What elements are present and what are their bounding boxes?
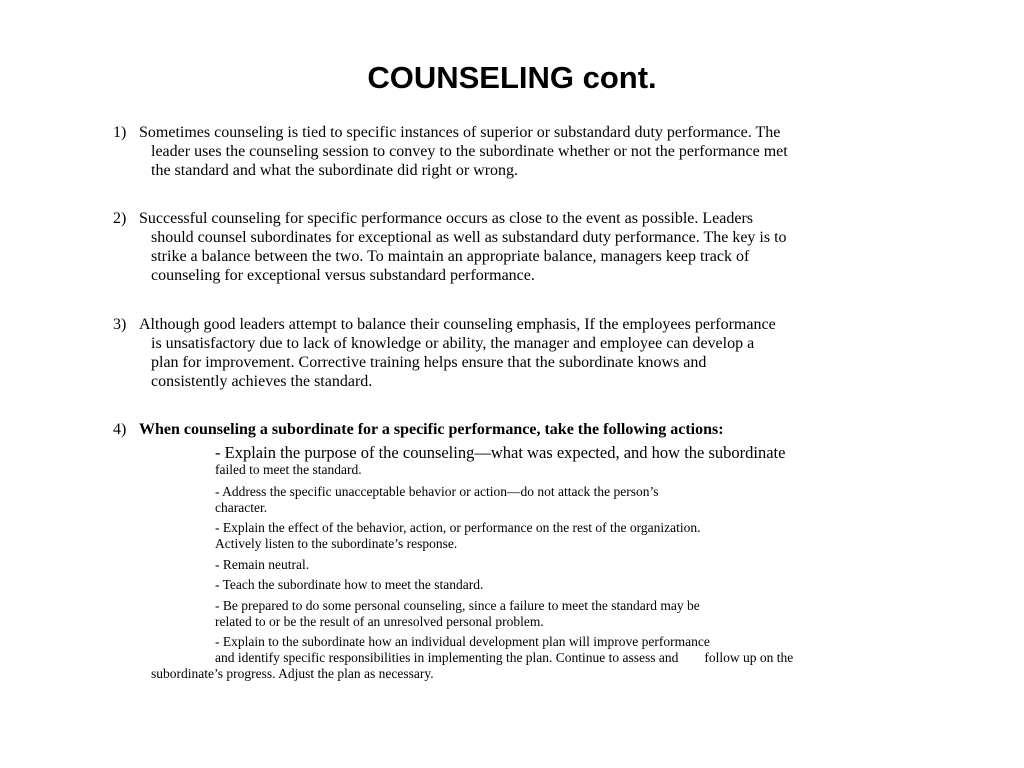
point-number: 4) (113, 421, 127, 438)
point-1-first-line (113, 123, 948, 142)
point-2-first-line (113, 209, 948, 228)
point-text: should counsel subordinates for exceptional as well as substandard duty performance. The key is to (151, 229, 787, 246)
action-item-explain-purpose (215, 443, 955, 478)
point-text: the standard and what the subordinate did right or wrong. (151, 162, 519, 179)
point-text: leader uses the counseling session to convey to the subordinate whether or not the performance met (151, 143, 788, 160)
point-text: consistently achieves the standard. (151, 373, 373, 390)
action-text: failed to meet the standard. (215, 462, 362, 477)
action-text: follow up on the (704, 650, 794, 665)
point-text: counseling for exceptional versus substandard performance. (151, 267, 535, 284)
action-text: Actively listen to the subordinate’s response. (215, 536, 458, 551)
point-4 (113, 420, 948, 439)
action-item-address-behavior (215, 484, 955, 516)
action-text: - Remain neutral. (215, 557, 310, 572)
action-text: and identify specific responsibilities in implementing the plan. Continue to assess and (215, 650, 679, 665)
action-text: - Explain the purpose of the counseling—what was expected, and how the subordinate (215, 443, 786, 462)
action-text: - Address the specific unacceptable behavior or action—do not attack the person’s (215, 484, 659, 499)
action-item-remain-neutral (215, 557, 955, 573)
point-number: 1) (113, 124, 127, 141)
action-item-explain-effect (215, 520, 955, 552)
point-2 (113, 209, 948, 285)
point-number: 2) (113, 210, 127, 227)
action-item-development-plan (151, 634, 955, 682)
point-text: Sometimes counseling is tied to specific instances of superior or substandard duty performance. The (139, 124, 781, 141)
point-text: plan for improvement. Corrective training helps ensure that the subordinate knows and (151, 354, 707, 371)
action-text: subordinate’s progress. Adjust the plan as necessary. (151, 666, 434, 681)
point-4-first-line (113, 420, 948, 439)
action-text: related to or be the result of an unresolved personal problem. (215, 614, 544, 629)
point-text: Successful counseling for specific performance occurs as close to the event as possible. Leaders (139, 210, 753, 227)
action-text-line (215, 650, 955, 666)
point-text: is unsatisfactory due to lack of knowledge or ability, the manager and employee can develop a (151, 335, 755, 352)
action-text: - Be prepared to do some personal counseling, since a failure to meet the standard may be (215, 598, 700, 613)
point-text: Although good leaders attempt to balance their counseling emphasis, If the employees performance (139, 316, 776, 333)
point-heading: When counseling a subordinate for a specific performance, take the following actions: (139, 421, 724, 438)
action-text: character. (215, 500, 268, 515)
action-text: - Explain the effect of the behavior, action, or performance on the rest of the organization. (215, 520, 701, 535)
point-number: 3) (113, 316, 127, 333)
action-item-personal-counseling (215, 598, 955, 630)
action-text: - Teach the subordinate how to meet the standard. (215, 577, 484, 592)
point-3-first-line (113, 315, 948, 334)
point-text: strike a balance between the two. To maintain an appropriate balance, managers keep track of (151, 248, 750, 265)
slide-title: COUNSELING cont. (367, 60, 657, 95)
action-item-teach (215, 577, 955, 593)
point-1 (113, 123, 948, 180)
action-text: - Explain to the subordinate how an individual development plan will improve performance (215, 634, 710, 649)
point-3 (113, 315, 948, 391)
